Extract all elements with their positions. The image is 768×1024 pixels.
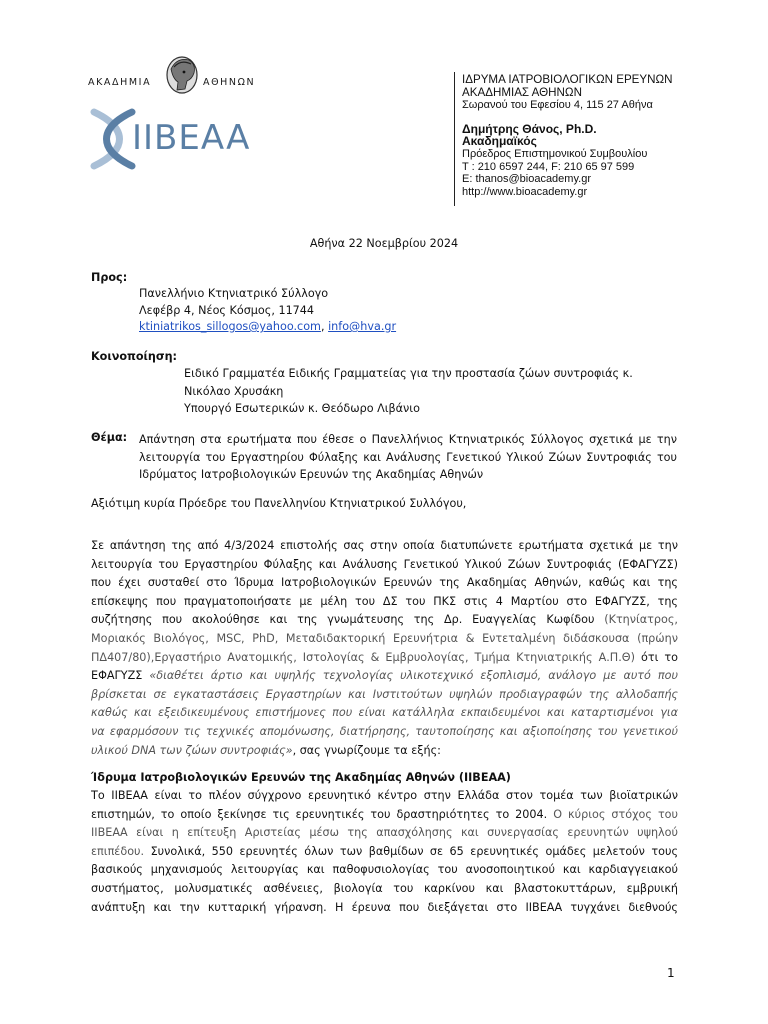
paragraph-2-line: συστήματος, μολυσματικές ασθένειες, βιολογία του καρκίνου και βλαστοκυττάρων, εμβρυική	[91, 881, 678, 895]
text-span: Συνολικά, 550 ερευνητές όλων των βαθμίδων σε 65 ερευνητικές ομάδες μελετούν τους	[150, 844, 678, 858]
institution-info	[462, 74, 732, 198]
recipient-name: Πανελλήνιο Κτηνιατρικό Σύλλογο	[139, 287, 329, 300]
sender-email[interactable]: E: thanos@bioacademy.gr	[462, 173, 591, 186]
recipient-block	[139, 286, 396, 336]
paragraph-2-line: ΙΙΒΕΑΑ είναι η επίτευξη Αριστείας μέσω της απασχόλησης και συνεργασίας ερευνητών υψηλού	[91, 826, 678, 840]
text-span-gray: ΠΔ407/80),Εργαστήριο Ανατομικής, Ιστολογίας & Εμβρυολογίας, Τμήμα Κτηνιατρικής Α.Π.Θ)	[91, 650, 635, 664]
cc-line-1: Ειδικό Γραμματέα Ειδικής Γραμματείας για την προστασία ζώων συντροφιάς κ.	[184, 367, 633, 380]
paragraph-1-line	[91, 723, 678, 742]
email-separator: ,	[320, 320, 325, 333]
sender-website[interactable]: http://www.bioacademy.gr	[462, 185, 588, 198]
quote-span: βρίσκεται σε εγκαταστάσεις Εργαστηρίων και Ινστιτούτων υψηλών προδιαγραφών της αλλοδαπής	[91, 687, 678, 701]
subject-line-3: Ιδρύματος Ιατροβιολογικών Ερευνών της Ακαδημίας Αθηνών	[139, 468, 484, 481]
cc-line-3: Υπουργό Εσωτερικών κ. Θεόδωρο Λιβάνιο	[184, 402, 420, 415]
recipient-address: Λεφέβρ 4, Νέος Κόσμος, 11744	[139, 303, 315, 317]
paragraph-1-line: λειτουργία του Εργαστηρίου Φύλαξης και Ανάλυσης Γενετικού Υλικού Ζώων Συντροφιάς (ΕΦΑΓΥΖΣ)	[91, 557, 678, 571]
academy-logo	[88, 55, 278, 95]
page-number: 1	[667, 966, 675, 980]
paragraph-1-line	[91, 742, 678, 761]
iibeaa-logo-text: IIBEAA	[132, 118, 251, 158]
text-span: ΕΦΑΓΥΖΣ	[91, 669, 143, 683]
paragraph-1-line	[91, 649, 678, 668]
quote-span: υλικού DNA των ζώων συντροφιάς»	[91, 743, 293, 757]
text-span: συζήτησης που ακολούθησε και της γνωμάτευσης της Δρ. Ευαγγελίας Κωφίδου	[91, 613, 595, 627]
athena-head-icon	[165, 55, 199, 95]
sender-phone-fax: T : 210 6597 244, F: 210 65 97 599	[462, 160, 635, 173]
institution-address: Σωρανού του Εφεσίου 4, 115 27 Αθήνα	[462, 99, 653, 112]
text-span-gray: (Κτηνίατρος,	[604, 613, 678, 627]
dna-helix-icon	[88, 108, 138, 170]
text-span: επιστημών, το οποίο ξεκίνησε τις ερευνητικές του δραστηριότητες το 2004.	[91, 807, 548, 821]
letter-date: Αθήνα 22 Νοεμβρίου 2024	[309, 237, 459, 250]
academy-name-left: ΑΚΑΔΗΜΙΑ	[88, 77, 152, 88]
paragraph-2	[91, 787, 678, 917]
subject-line-2: λειτουργία του Εργαστηρίου Φύλαξης και Ανάλυσης Γενετικού Υλικού Ζώων Συντροφιάς του	[139, 450, 677, 464]
subject-block	[139, 431, 677, 484]
institution-line1: ΙΔΡΥΜΑ ΙΑΤΡΟΒΙΟΛΟΓΙΚΩΝ ΕΡΕΥΝΩΝ	[462, 73, 673, 86]
paragraph-1-line: που έχει συσταθεί στο Ίδρυμα Ιατροβιολογικών Ερευνών της Ακαδημίας Αθηνών, καθώς και της	[91, 576, 678, 590]
paragraph-2-line	[91, 843, 678, 862]
academy-name-right: ΑΘΗΝΩΝ	[203, 77, 256, 88]
quote-span: καθώς και εξειδικευμένους επιστήμονες που είναι κατάλληλα εκπαιδευμένοι και καταρτισμένοι για	[91, 706, 678, 720]
text-span: ότι το	[641, 650, 678, 664]
text-span: , σας γνωρίζουμε τα εξής:	[292, 743, 441, 757]
text-span-gray: Ο κύριος στόχος του	[553, 807, 678, 821]
sender-title: Ακαδημαϊκός	[462, 134, 537, 149]
cc-line-2: Νικόλαο Χρυσάκη	[184, 384, 284, 398]
text-span-gray: επιπέδου.	[91, 844, 145, 858]
quote-span: «διαθέτει άρτιο και υψηλής τεχνολογίας υλικοτεχνικό εξοπλισμό, ανάλογο με αυτό που	[149, 669, 678, 683]
quote-span: να εφαρμόσουν τις τεχνικές απομόνωσης, διατήρησης, ταυτοποίησης και αξιοποίησης του γενετικού	[91, 724, 678, 738]
section-heading: Ίδρυμα Ιατροβιολογικών Ερευνών της Ακαδημίας Αθηνών (ΙΙΒΕΑΑ)	[91, 771, 511, 784]
recipient-email-link-1[interactable]: ktiniatrikos_sillogos@yahoo.com	[139, 320, 321, 333]
letterhead-divider	[454, 72, 455, 206]
paragraph-1-line	[91, 667, 678, 686]
paragraph-1-line	[91, 704, 678, 723]
paragraph-1-line	[91, 611, 678, 630]
sender-name: Δημήτρης Θάνος, Ph.D.	[462, 121, 597, 136]
paragraph-1	[91, 537, 678, 760]
salutation: Αξιότιμη κυρία Πρόεδρε του Πανελληνίου Κτηνιατρικού Συλλόγου,	[91, 497, 467, 510]
paragraph-1-line: Μοριακός Βιολόγος, MSC, PhD, Μεταδιδακτορική Ερευνήτρια & Εντεταλμένη διδάσκουσα (πρώην	[91, 631, 678, 645]
sender-role: Πρόεδρος Επιστημονικού Συμβουλίου	[462, 147, 648, 160]
subject-line-1: Απάντηση στα ερωτήματα που έθεσε ο Πανελλήνιος Κτηνιατρικός Σύλλογος σχετικά με την	[139, 433, 677, 446]
cc-label: Κοινοποίηση:	[91, 350, 178, 363]
recipient-email-link-2[interactable]: info@hva.gr	[328, 320, 397, 333]
cc-block	[184, 365, 633, 418]
recipient-label: Προς:	[91, 271, 128, 284]
paragraph-1-line: επίσκεψης που πραγματοποιήσατε με μέλη του ΔΣ του ΠΚΣ στις 4 Μαρτίου στο ΕΦΑΓΥΖΣ, της	[91, 594, 678, 608]
recipient-emails	[139, 319, 396, 336]
paragraph-2-line: ανάπτυξη και την κυτταρική γήρανση. Η έρευνα που διεξάγεται στο ΙΙΒΕΑΑ τυγχάνει διεθνούς	[91, 900, 678, 914]
iibeaa-logo	[88, 108, 278, 170]
paragraph-2-line: Το ΙΙΒΕΑΑ είναι το πλέον σύγχρονο ερευνητικό κέντρο στην Ελλάδα στον τομέα των βιοϊατρικών	[91, 789, 678, 802]
paragraph-1-line	[91, 686, 678, 705]
paragraph-2-line: βασικούς μηχανισμούς λειτουργίας και παθοφυσιολογίας του ανοσοποιητικού και καρδιαγγειακού	[91, 863, 678, 877]
paragraph-1-line: Σε απάντηση της από 4/3/2024 επιστολής σας στην οποία διατυπώνετε ερωτήματα σχετικά με την	[91, 539, 678, 552]
paragraph-2-line	[91, 806, 678, 825]
subject-label: Θέμα:	[91, 431, 128, 444]
institution-line2: ΑΚΑΔΗΜΙΑΣ ΑΘΗΝΩΝ	[462, 85, 582, 99]
